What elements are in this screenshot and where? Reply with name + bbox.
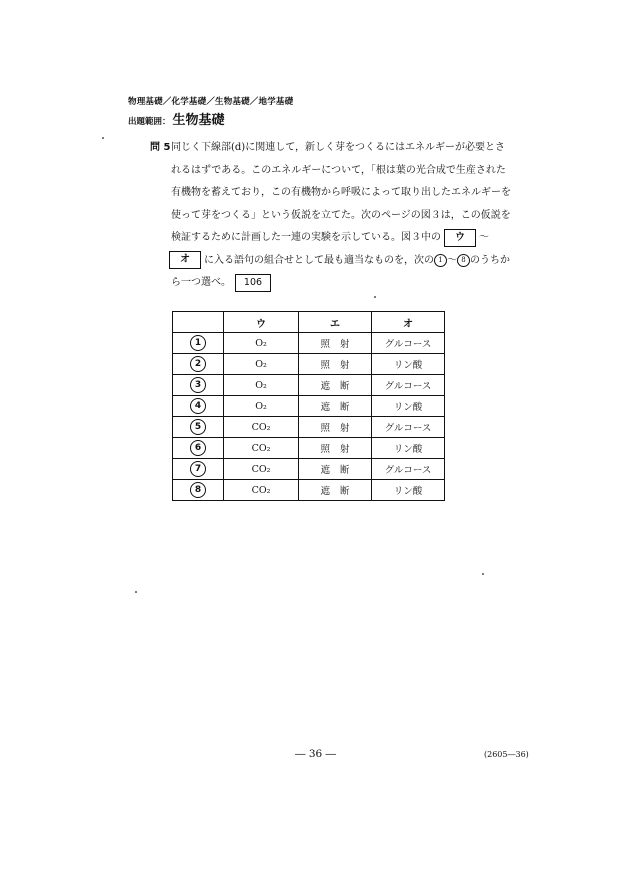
question-line: 有機物を蓄えており，この有機物から呼吸によって取り出したエネルギーを bbox=[171, 187, 511, 198]
option-number: 7 bbox=[190, 461, 206, 477]
question-line: 使って芽をつくる」という仮説を立てた。次のページの図３は，この仮説を bbox=[171, 209, 511, 221]
cell-e: 遮断 bbox=[320, 486, 360, 497]
cell-e: 照射 bbox=[320, 360, 360, 371]
question-line-text: 検証するために計画した一連の実験を示している。図３中の bbox=[171, 232, 441, 243]
question-label: 問 5 bbox=[150, 142, 171, 153]
cell-u: O₂ bbox=[224, 333, 299, 354]
cell-o: グルコース bbox=[372, 333, 445, 354]
table-header-cell bbox=[173, 312, 224, 333]
range-label: 出題範囲： bbox=[128, 117, 171, 127]
cell-e: 照射 bbox=[320, 339, 360, 350]
question-line bbox=[169, 250, 539, 273]
table-row bbox=[173, 375, 445, 396]
question-line bbox=[171, 272, 539, 295]
cell-u: O₂ bbox=[224, 354, 299, 375]
option-number: 3 bbox=[190, 377, 206, 393]
scan-speck bbox=[482, 573, 484, 575]
question-range bbox=[128, 109, 225, 128]
table-header-cell: ウ bbox=[224, 312, 299, 333]
question-line bbox=[171, 227, 539, 250]
cell-o: グルコース bbox=[372, 375, 445, 396]
table-row bbox=[173, 333, 445, 354]
cell-u: CO₂ bbox=[224, 417, 299, 438]
table-row bbox=[173, 459, 445, 480]
table-row bbox=[173, 417, 445, 438]
question-line-text: のうちか bbox=[470, 254, 510, 266]
option-number: 6 bbox=[190, 440, 206, 456]
page-code: (2605―36) bbox=[484, 750, 529, 759]
cell-e: 遮断 bbox=[320, 465, 360, 476]
range-value: 生物基礎 bbox=[172, 113, 225, 128]
cell-u: CO₂ bbox=[224, 459, 299, 480]
scan-speck bbox=[374, 296, 376, 298]
table-header-row bbox=[173, 312, 445, 333]
option-number: 8 bbox=[190, 482, 206, 498]
option-last-number: 8 bbox=[457, 254, 470, 267]
option-number: 4 bbox=[190, 398, 206, 414]
question-text bbox=[171, 137, 539, 295]
cell-e: 照射 bbox=[320, 423, 360, 434]
cell-e: 遮断 bbox=[320, 381, 360, 392]
cell-u: O₂ bbox=[224, 375, 299, 396]
blank-box-u: ウ bbox=[444, 229, 476, 247]
question-line-text: に入る語句の組合せとして最も適当なものを，次の bbox=[204, 254, 434, 266]
cell-o: グルコース bbox=[372, 459, 445, 480]
cell-o: グルコース bbox=[372, 417, 445, 438]
cell-e: 遮断 bbox=[320, 402, 360, 413]
table-header-cell: エ bbox=[299, 312, 372, 333]
cell-o: リン酸 bbox=[372, 354, 445, 375]
tilde: ～ bbox=[479, 232, 489, 243]
option-number: 1 bbox=[190, 335, 206, 351]
option-number: 2 bbox=[190, 356, 206, 372]
scan-speck bbox=[135, 591, 137, 593]
cell-o: リン酸 bbox=[372, 480, 445, 501]
table-row bbox=[173, 396, 445, 417]
table-row bbox=[173, 354, 445, 375]
cell-u: CO₂ bbox=[224, 438, 299, 459]
question-line: れるはずである。このエネルギーについて，「根は葉の光合成で生産された bbox=[171, 164, 506, 176]
cell-u: O₂ bbox=[224, 396, 299, 417]
range-tilde: ～ bbox=[447, 254, 457, 266]
table-header-cell: オ bbox=[372, 312, 445, 333]
answer-number-box: 106 bbox=[235, 274, 271, 292]
cell-u: CO₂ bbox=[224, 480, 299, 501]
question-line-text: ら一つ選べ。 bbox=[171, 277, 231, 288]
subject-header: 物理基礎／化学基礎／生物基礎／地学基礎 bbox=[128, 97, 294, 107]
cell-o: リン酸 bbox=[372, 438, 445, 459]
question-line: 同じく下線部(d)に関連して，新しく芽をつくるにはエネルギーが必要とさ bbox=[171, 142, 506, 153]
option-number: 5 bbox=[190, 419, 206, 435]
cell-o: リン酸 bbox=[372, 396, 445, 417]
table-row bbox=[173, 438, 445, 459]
page-number: ― 36 ― bbox=[295, 748, 337, 760]
cell-e: 照射 bbox=[320, 444, 360, 455]
scan-speck bbox=[102, 137, 104, 139]
blank-box-o: オ bbox=[169, 251, 201, 269]
table-row bbox=[173, 480, 445, 501]
option-first-number: 1 bbox=[434, 254, 447, 267]
answer-options-table bbox=[172, 311, 445, 501]
